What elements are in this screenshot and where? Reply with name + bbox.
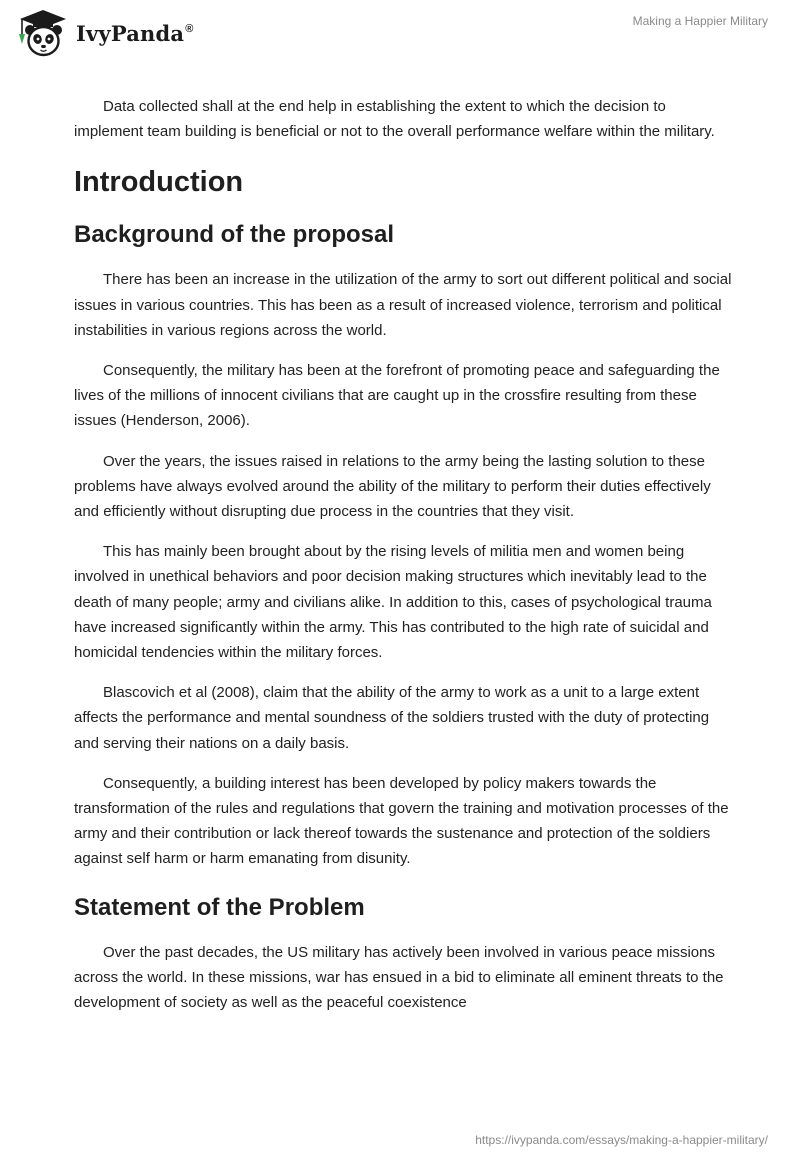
- heading-introduction: Introduction: [74, 166, 244, 199]
- registered-mark: ®: [185, 22, 194, 35]
- heading-statement-of-problem: Statement of the Problem: [74, 893, 365, 921]
- logo-wordmark: IvyPanda®: [76, 20, 194, 46]
- problem-paragraph: Over the past decades, the US military has actively been involved in various peace missions across the world. In these missions, war has ensued in a bid to eliminate all eminent threats to the development of society as well as the peaceful coexistence: [74, 943, 724, 1012]
- panda-logo-icon: [14, 8, 72, 58]
- background-paragraph: Consequently, the military has been at the forefront of promoting peace and safeguarding the lives of the millions of innocent civilians that are caught up in the crossfire resulting from these issues (Henderson, 2006).: [74, 362, 720, 430]
- background-paragraph: This has mainly been brought about by the rising levels of militia men and women being involved in unethical behaviors and poor decision making structures which inevitably lead to the death of many people; army and civilians alike. In addition to this, cases of psychological trauma have increased significantly within the army. This has contributed to the high rate of suicidal and homicidal tendencies within the military forces.: [74, 543, 712, 662]
- page-header: [0, 0, 800, 66]
- essay-body: [74, 94, 734, 1030]
- intro-paragraph: Data collected shall at the end help in establishing the extent to which the decision to implement team building is beneficial or not to the overall performance welfare within the military.: [74, 98, 715, 141]
- heading-background: Background of the proposal: [74, 221, 395, 249]
- document-title: Making a Happier Military: [632, 14, 768, 28]
- background-paragraph: Consequently, a building interest has been developed by policy makers towards the transformation of the rules and regulations that govern the training and motivation processes of the army and their contribution or lack thereof towards the sustenance and protection of the soldiers against self harm or harm emanating from disunity.: [74, 774, 729, 868]
- background-paragraph: Blascovich et al (2008), claim that the ability of the army to work as a unit to a large extent affects the performance and mental soundness of the soldiers trusted with the duty of protecting and serving their nations on a daily basis.: [74, 684, 710, 752]
- background-paragraph: Over the years, the issues raised in relations to the army being the lasting solution to these problems have always evolved around the ability of the military to perform their duties effectively and efficiently without disrupting due process in the countries that they visit.: [74, 452, 711, 521]
- ivypanda-logo[interactable]: [14, 8, 194, 58]
- footer-source-url[interactable]: https://ivypanda.com/essays/making-a-happier-military/: [475, 1133, 768, 1147]
- background-paragraph: There has been an increase in the utilization of the army to sort out different political and social issues in various countries. This has been as a result of increased violence, terrorism and political instabilities in various regions across the world.: [74, 271, 732, 339]
